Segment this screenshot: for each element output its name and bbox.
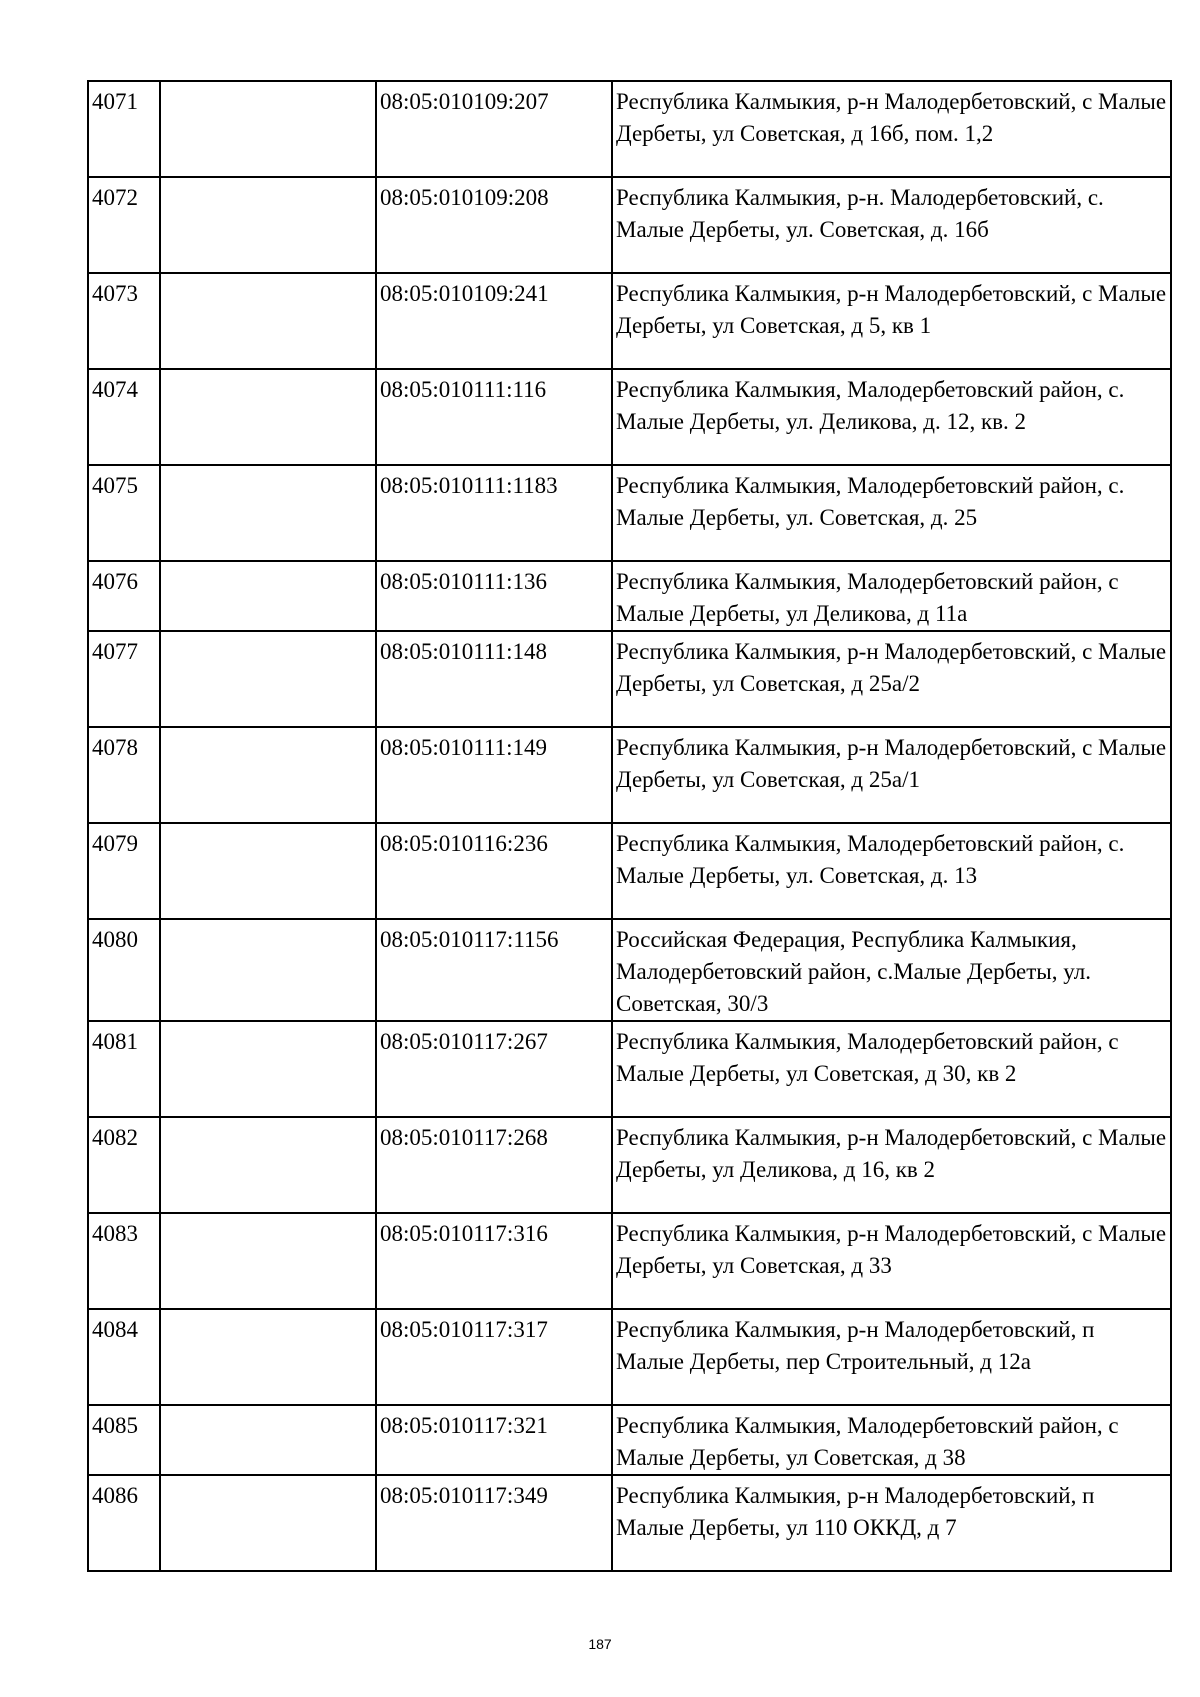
row-number: 4083 bbox=[88, 1213, 160, 1309]
empty-cell bbox=[160, 273, 376, 369]
table-row bbox=[88, 631, 1171, 727]
address-cell: Республика Калмыкия, р-н. Малодербетовский, с. Малые Дербеты, ул. Советская, д. 16б bbox=[612, 177, 1171, 273]
cadastral-number: 08:05:010117:317 bbox=[376, 1309, 612, 1405]
empty-cell bbox=[160, 823, 376, 919]
table-row bbox=[88, 369, 1171, 465]
address-cell: Республика Калмыкия, Малодербетовский район, с Малые Дербеты, ул Советская, д 38 bbox=[612, 1405, 1171, 1475]
cadastral-number: 08:05:010111:136 bbox=[376, 561, 612, 631]
row-number: 4082 bbox=[88, 1117, 160, 1213]
empty-cell bbox=[160, 1309, 376, 1405]
page-number: 187 bbox=[588, 1636, 612, 1652]
table-row bbox=[88, 919, 1171, 1021]
table-row bbox=[88, 465, 1171, 561]
cadastral-number: 08:05:010117:316 bbox=[376, 1213, 612, 1309]
table-row bbox=[88, 1405, 1171, 1475]
cadastral-number: 08:05:010117:268 bbox=[376, 1117, 612, 1213]
address-cell: Республика Калмыкия, р-н Малодербетовский, с Малые Дербеты, ул Советская, д 25а/2 bbox=[612, 631, 1171, 727]
cadastral-number: 08:05:010111:148 bbox=[376, 631, 612, 727]
address-cell: Республика Калмыкия, Малодербетовский район, с. Малые Дербеты, ул. Советская, д. 13 bbox=[612, 823, 1171, 919]
row-number: 4086 bbox=[88, 1475, 160, 1571]
address-cell: Республика Калмыкия, Малодербетовский район, с Малые Дербеты, ул Советская, д 30, кв 2 bbox=[612, 1021, 1171, 1117]
row-number: 4077 bbox=[88, 631, 160, 727]
cadastral-number: 08:05:010117:267 bbox=[376, 1021, 612, 1117]
cadastral-number: 08:05:010117:1156 bbox=[376, 919, 612, 1021]
row-number: 4079 bbox=[88, 823, 160, 919]
address-cell: Республика Калмыкия, р-н Малодербетовский, с Малые Дербеты, ул Советская, д 16б, пом. 1,2 bbox=[612, 81, 1171, 177]
cadastral-number: 08:05:010116:236 bbox=[376, 823, 612, 919]
cadastral-number: 08:05:010109:207 bbox=[376, 81, 612, 177]
empty-cell bbox=[160, 1213, 376, 1309]
address-cell: Республика Калмыкия, р-н Малодербетовский, с Малые Дербеты, ул Советская, д 25а/1 bbox=[612, 727, 1171, 823]
address-cell: Республика Калмыкия, р-н Малодербетовский, п Малые Дербеты, ул 110 ОККД, д 7 bbox=[612, 1475, 1171, 1571]
address-cell: Республика Калмыкия, Малодербетовский район, с. Малые Дербеты, ул. Советская, д. 25 bbox=[612, 465, 1171, 561]
table-row bbox=[88, 1309, 1171, 1405]
cadastral-number: 08:05:010109:208 bbox=[376, 177, 612, 273]
empty-cell bbox=[160, 81, 376, 177]
empty-cell bbox=[160, 177, 376, 273]
row-number: 4076 bbox=[88, 561, 160, 631]
empty-cell bbox=[160, 1117, 376, 1213]
empty-cell bbox=[160, 919, 376, 1021]
cadastral-number: 08:05:010111:1183 bbox=[376, 465, 612, 561]
address-cell: Республика Калмыкия, р-н Малодербетовский, с Малые Дербеты, ул Деликова, д 16, кв 2 bbox=[612, 1117, 1171, 1213]
registry-table-body bbox=[88, 81, 1171, 1571]
row-number: 4085 bbox=[88, 1405, 160, 1475]
address-cell: Республика Калмыкия, р-н Малодербетовский, с Малые Дербеты, ул Советская, д 33 bbox=[612, 1213, 1171, 1309]
empty-cell bbox=[160, 727, 376, 823]
table-row bbox=[88, 273, 1171, 369]
row-number: 4081 bbox=[88, 1021, 160, 1117]
empty-cell bbox=[160, 1405, 376, 1475]
row-number: 4075 bbox=[88, 465, 160, 561]
cadastral-number: 08:05:010117:321 bbox=[376, 1405, 612, 1475]
table-row bbox=[88, 727, 1171, 823]
table-row bbox=[88, 561, 1171, 631]
registry-table bbox=[87, 80, 1172, 1572]
table-row bbox=[88, 1475, 1171, 1571]
address-cell: Республика Калмыкия, Малодербетовский район, с. Малые Дербеты, ул. Деликова, д. 12, кв. 2 bbox=[612, 369, 1171, 465]
cadastral-number: 08:05:010111:149 bbox=[376, 727, 612, 823]
row-number: 4084 bbox=[88, 1309, 160, 1405]
empty-cell bbox=[160, 631, 376, 727]
cadastral-number: 08:05:010109:241 bbox=[376, 273, 612, 369]
table-row bbox=[88, 1021, 1171, 1117]
address-cell: Республика Калмыкия, р-н Малодербетовский, с Малые Дербеты, ул Советская, д 5, кв 1 bbox=[612, 273, 1171, 369]
empty-cell bbox=[160, 561, 376, 631]
address-cell: Российская Федерация, Республика Калмыкия, Малодербетовский район, с.Малые Дербеты, ул. Советская, 30/3 bbox=[612, 919, 1171, 1021]
empty-cell bbox=[160, 1021, 376, 1117]
row-number: 4073 bbox=[88, 273, 160, 369]
empty-cell bbox=[160, 369, 376, 465]
table-row bbox=[88, 1213, 1171, 1309]
row-number: 4074 bbox=[88, 369, 160, 465]
address-cell: Республика Калмыкия, р-н Малодербетовский, п Малые Дербеты, пер Строительный, д 12а bbox=[612, 1309, 1171, 1405]
row-number: 4071 bbox=[88, 81, 160, 177]
table-row bbox=[88, 1117, 1171, 1213]
table-row bbox=[88, 81, 1171, 177]
cadastral-number: 08:05:010117:349 bbox=[376, 1475, 612, 1571]
cadastral-number: 08:05:010111:116 bbox=[376, 369, 612, 465]
empty-cell bbox=[160, 1475, 376, 1571]
row-number: 4078 bbox=[88, 727, 160, 823]
row-number: 4072 bbox=[88, 177, 160, 273]
table-row bbox=[88, 177, 1171, 273]
row-number: 4080 bbox=[88, 919, 160, 1021]
table-row bbox=[88, 823, 1171, 919]
address-cell: Республика Калмыкия, Малодербетовский район, с Малые Дербеты, ул Деликова, д 11а bbox=[612, 561, 1171, 631]
empty-cell bbox=[160, 465, 376, 561]
